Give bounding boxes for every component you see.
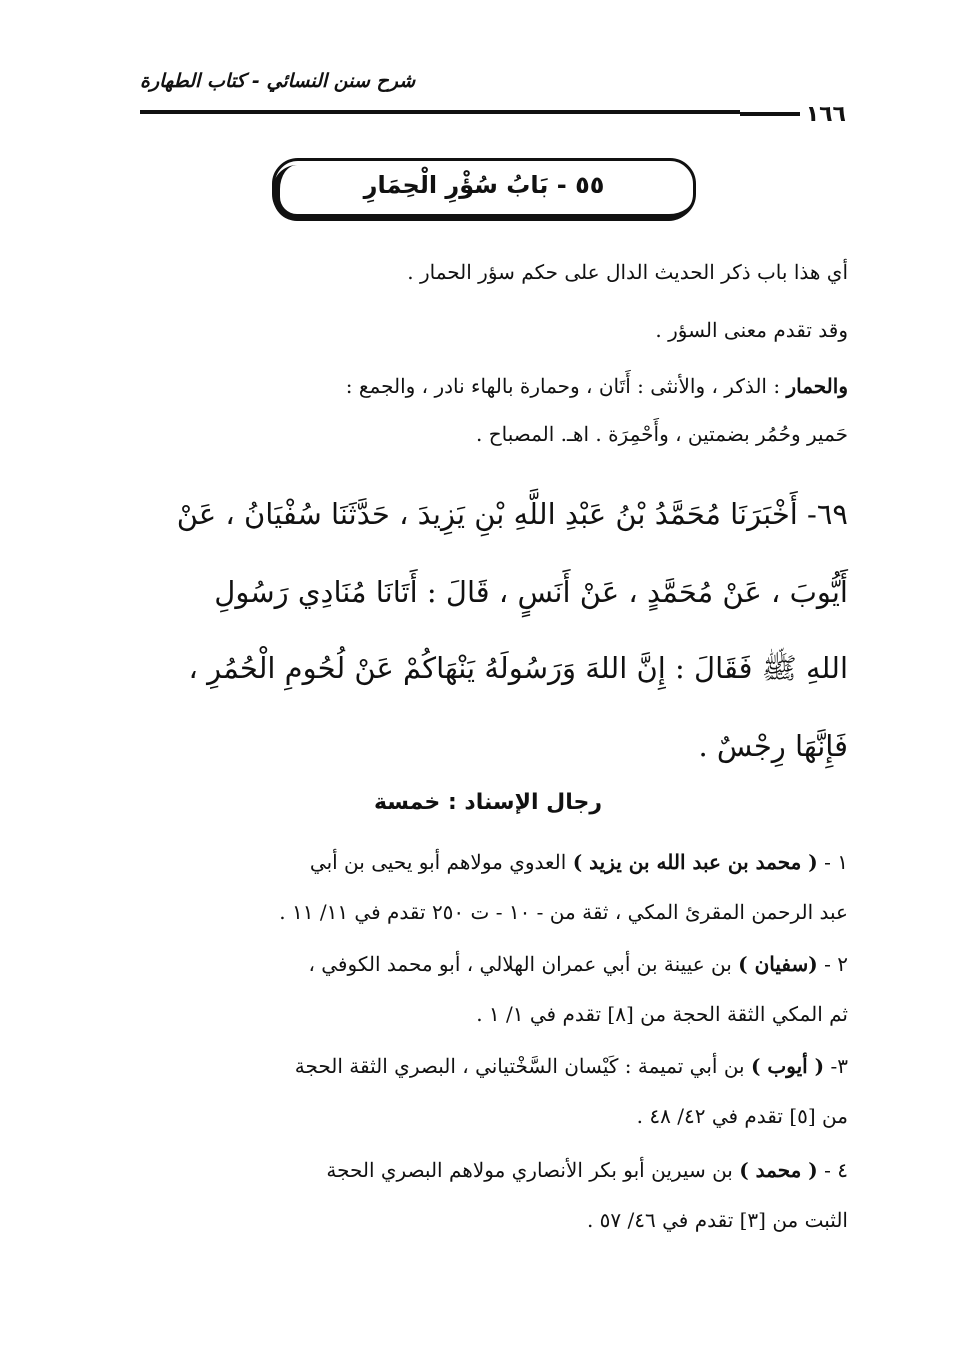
narrator-3-line-1 bbox=[295, 1052, 848, 1080]
narrator-2-desc: بن عيينة بن أبي عمران الهلالي ، أبو محمد الكوفي ، bbox=[308, 952, 739, 976]
narrator-3-number: ٣- bbox=[824, 1054, 848, 1078]
running-title: شرح سنن النسائي - كتاب الطهارة bbox=[140, 70, 416, 92]
definition-term: والحمار bbox=[786, 374, 848, 398]
hadith-line-3: اللهِ ﷺ فَقَالَ : إِنَّ اللهَ وَرَسُولَهُ يَنْهَاكُمْ عَنْ لُحُومِ الْحُمُرِ ، bbox=[188, 651, 848, 685]
definition-line-1 bbox=[346, 372, 848, 400]
hadith-line-4: فَإِنَّهَا رِجْسٌ . bbox=[698, 729, 848, 763]
narrator-4-line-2: الثبت من [٣] تقدم في ٤٦/ ٥٧ . bbox=[586, 1208, 848, 1232]
intro-line-1: أي هذا باب ذكر الحديث الدال على حكم سؤر الحمار . bbox=[407, 260, 848, 284]
narrator-2-number: ٢ - bbox=[817, 952, 848, 976]
narrator-4-line-1 bbox=[326, 1156, 848, 1184]
narrator-3-desc: بن أبي تميمة : كَيْسان السَّخْتياني ، البصري الثقة الحجة bbox=[294, 1054, 751, 1078]
page-number-area bbox=[740, 94, 852, 134]
chapter-title-box bbox=[272, 158, 696, 220]
narrator-1-line-2: عبد الرحمن المقرئ المكي ، ثقة من - ١٠ - ت ٢٥٠ تقدم في ١١/ ١١ . bbox=[279, 900, 848, 924]
narrator-2-line-2: ثم المكي الثقة الحجة من [٨] تقدم في ١/ ١ . bbox=[476, 1002, 848, 1026]
narrator-4-desc: بن سيرين أبو بكر الأنصاري مولاهم البصري الحجة bbox=[326, 1158, 740, 1182]
narrators-heading: رجال الإسناد : خمسة bbox=[373, 790, 603, 815]
narrator-1-name: ( محمد بن عبد الله بن يزيد ) bbox=[572, 850, 818, 874]
definition-text: : الذكر ، والأنثى : أَتَان ، وحمارة بالهاء نادر ، والجمع : bbox=[345, 374, 787, 398]
narrator-2-line-1 bbox=[308, 950, 848, 978]
narrator-1-line-1 bbox=[310, 848, 848, 876]
hadith-line-2: أَيُّوبَ ، عَنْ مُحَمَّدٍ ، عَنْ أَنَسٍ ، قَالَ : أَتَانَا مُنَادِي رَسُولِ bbox=[214, 575, 848, 609]
hadith-line-1: ٦٩- أَخْبَرَنَا مُحَمَّدُ بْنُ عَبْدِ اللَّهِ بْنِ يَزِيدَ ، حَدَّثَنَا سُفْيَانُ ، عَنْ bbox=[176, 497, 848, 531]
page-number: ١٦٦ bbox=[805, 101, 846, 127]
narrator-4-name: ( محمد ) bbox=[739, 1158, 818, 1182]
narrator-3-line-2: من [٥] تقدم في ٤٢/ ٤٨ . bbox=[636, 1104, 848, 1128]
page-number-dash bbox=[740, 112, 800, 116]
narrator-3-name: ( أيوب ) bbox=[750, 1054, 825, 1078]
narrator-1-number: ١ - bbox=[817, 850, 848, 874]
intro-line-2: وقد تقدم معنى السؤر . bbox=[655, 318, 848, 342]
narrator-4-number: ٤ - bbox=[817, 1158, 848, 1182]
chapter-title: ٥٥ - بَابُ سُؤْرِ الْحِمَارِ bbox=[363, 171, 605, 199]
narrator-2-name: (سفيان ) bbox=[738, 952, 818, 976]
narrator-1-desc: العدوي مولاهم أبو يحيى بن أبي bbox=[309, 850, 573, 874]
definition-line-2: حَمير وحُمُر بضمتين ، وأَحْمِرَة . اهـ. المصباح . bbox=[476, 422, 848, 446]
